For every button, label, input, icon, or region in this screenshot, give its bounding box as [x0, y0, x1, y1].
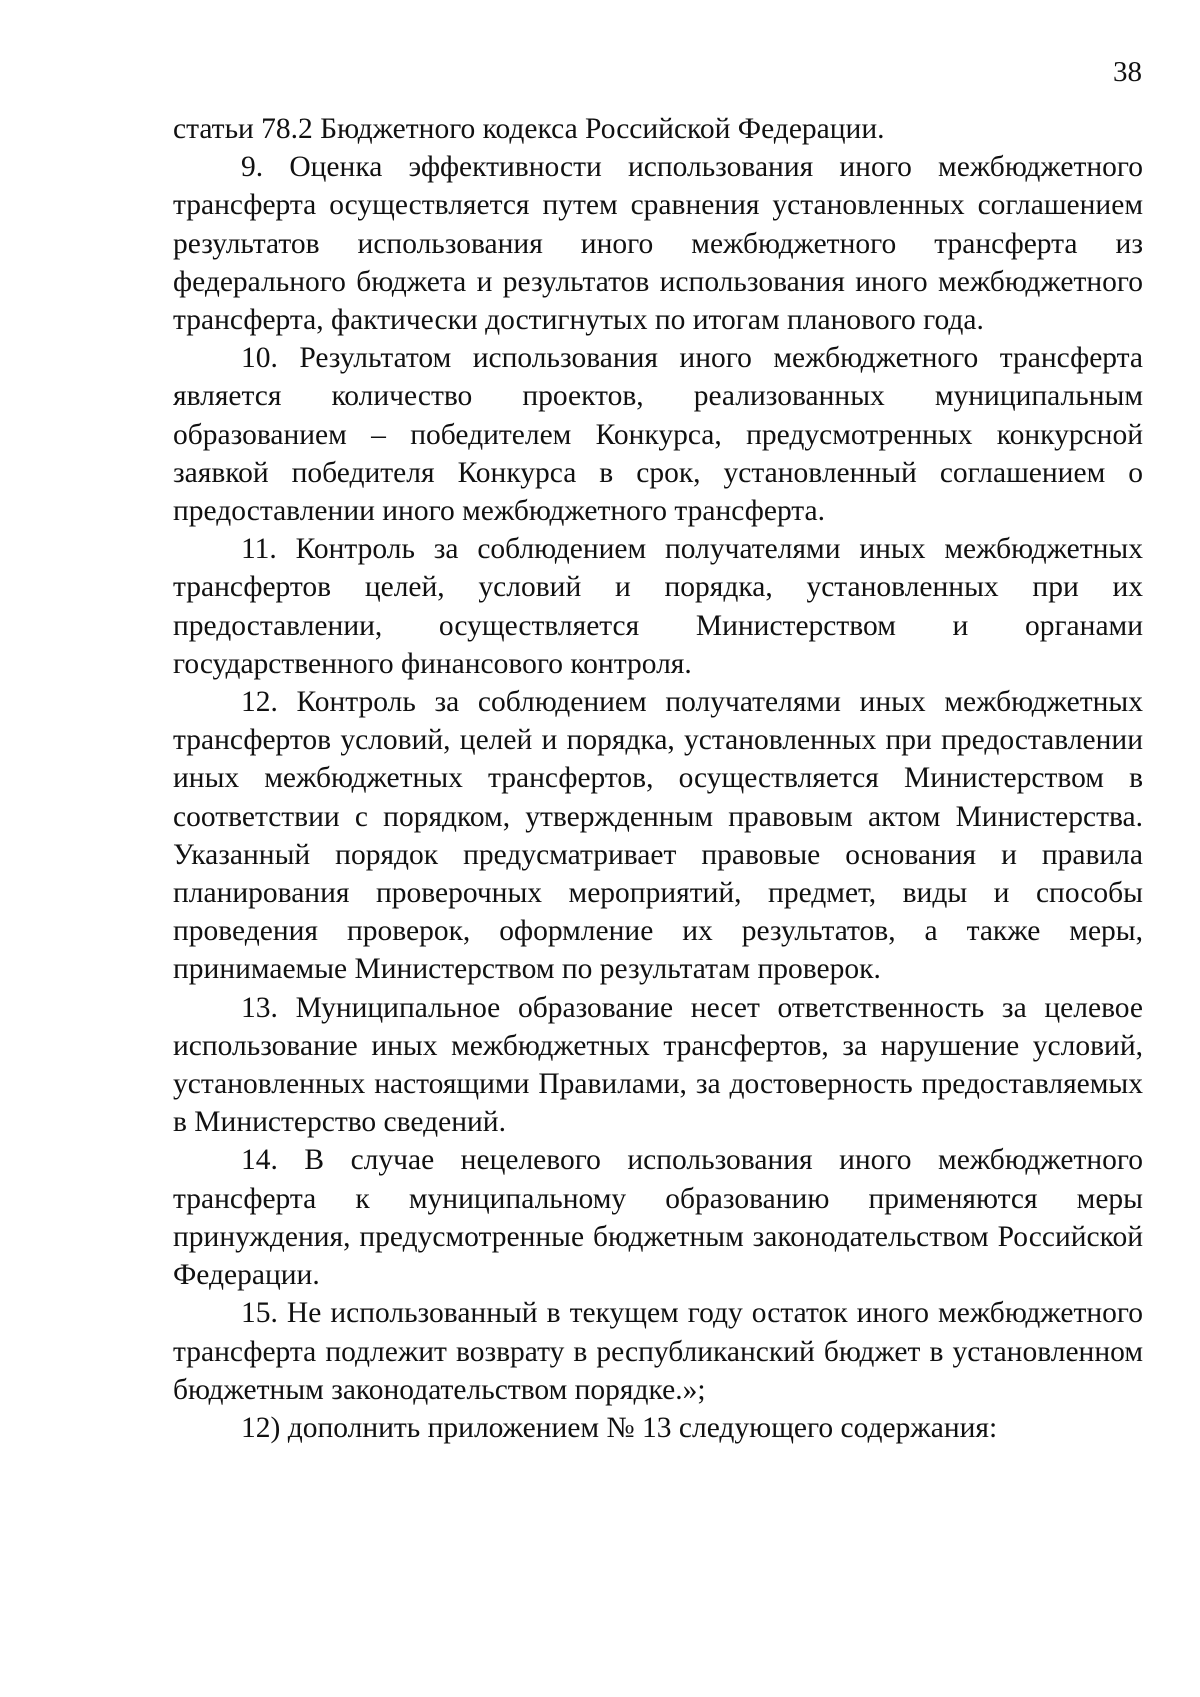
- paragraph-continuation: статьи 78.2 Бюджетного кодекса Российской Федерации.: [173, 113, 885, 145]
- paragraph-11: 11. Контроль за соблюдением получателями иных межбюджетных трансфертов целей, условий и порядка, установленных при их предоставлении, осуществляется Министерством и органами государственного финансового контроля.: [173, 533, 1143, 680]
- paragraph-12: 12. Контроль за соблюдением получателями иных межбюджетных трансфертов условий, целей и порядка, установленных при предоставлении иных межбюджетных трансфертов, осуществляется Министерством в соответствии с порядком, утвержденным правовым актом Министерства. Указанный порядок предусматривает правовые основания и правила планирования проверочных мероприятий, предмет, виды и способы проведения проверок, оформление их результатов, а также меры, принимаемые Министерством по результатам проверок.: [173, 686, 1143, 986]
- paragraph-13: 13. Муниципальное образование несет ответственность за целевое использование иных межбюджетных трансфертов, за нарушение условий, установленных настоящими Правилами, за достоверность предоставляемых в Министерство сведений.: [173, 991, 1143, 1139]
- page-number: 38: [1113, 56, 1142, 88]
- paragraph-10: 10. Результатом использования иного межбюджетного трансферта является количество проектов, реализованных муниципальным образованием – победителем Конкурса, предусмотренных конкурсной заявкой победителя Конкурса в срок, установленный соглашением о предоставлении иного межбюджетного трансферта.: [173, 342, 1143, 528]
- paragraph-15: 15. Не использованный в текущем году остаток иного межбюджетного трансферта подлежит возврату в республиканский бюджет в установленном бюджетным законодательством порядке.»;: [173, 1297, 1143, 1406]
- paragraph-14: 14. В случае нецелевого использования иного межбюджетного трансферта к муниципальному образованию применяются меры принуждения, предусмотренные бюджетным законодательством Российской Федерации.: [173, 1144, 1143, 1292]
- paragraph-9: 9. Оценка эффективности использования иного межбюджетного трансферта осуществляется путем сравнения установленных соглашением результатов использования иного межбюджетного трансферта из федерального бюджета и результатов использования иного межбюджетного трансферта, фактически достигнутых по итогам планового года.: [173, 151, 1143, 337]
- paragraph-amendment-12: 12) дополнить приложением № 13 следующего содержания:: [241, 1411, 998, 1444]
- document-body: [173, 110, 1143, 1447]
